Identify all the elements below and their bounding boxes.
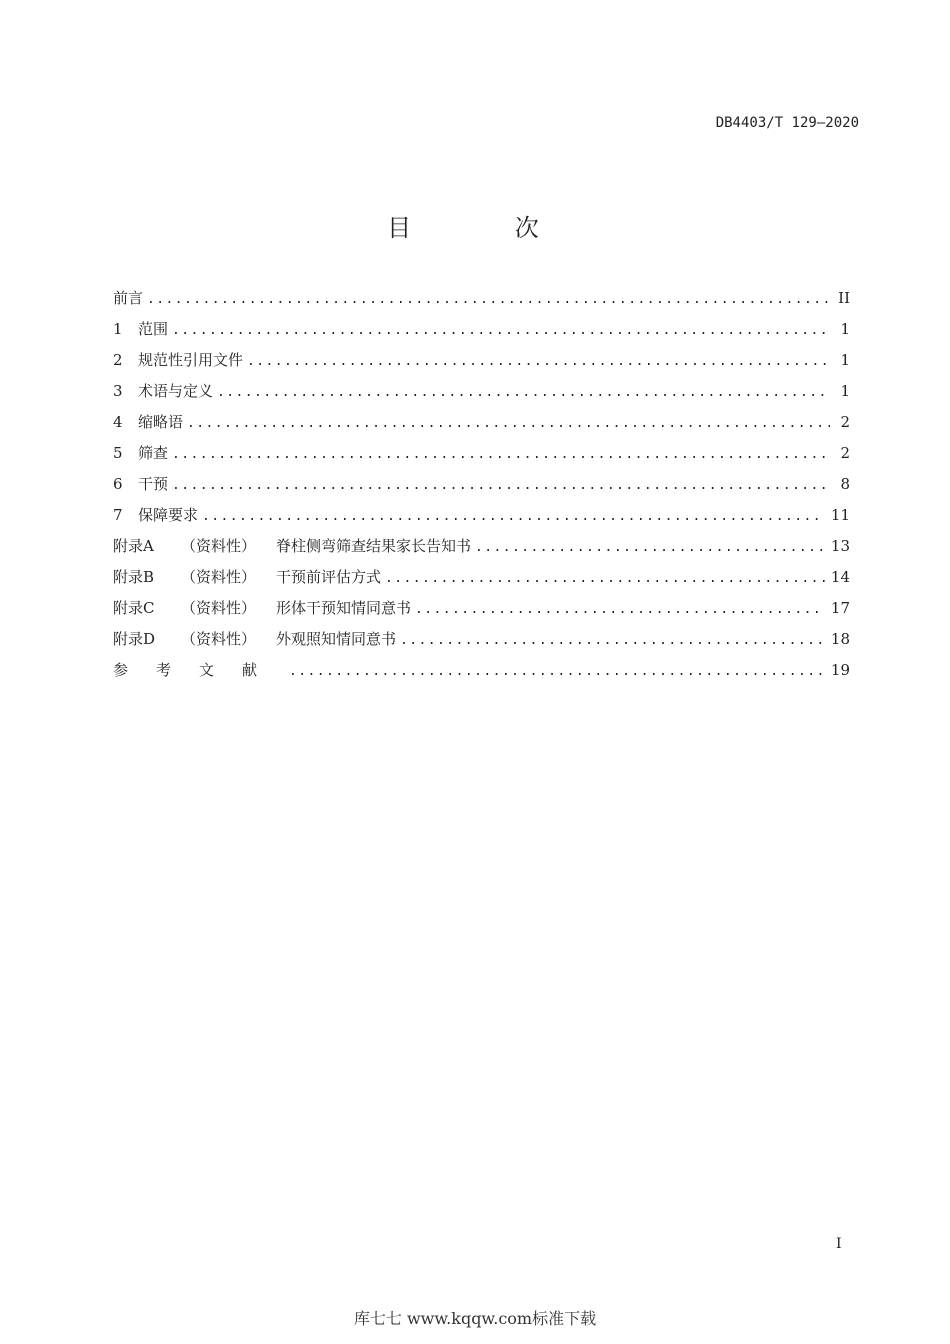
- leader-dots: [217, 385, 830, 400]
- appendix-label: 附录B: [113, 568, 155, 586]
- toc-entry[interactable]: [113, 442, 850, 473]
- toc-entry-page: 1: [840, 320, 850, 338]
- toc-entry[interactable]: [113, 411, 850, 442]
- leader-dots: [172, 447, 830, 462]
- toc-entry-number: 6: [113, 475, 123, 493]
- leader-dots: [289, 664, 825, 679]
- leader-dots: [147, 292, 830, 307]
- toc-entry[interactable]: [113, 473, 850, 504]
- toc-entry-page: 18: [830, 630, 850, 648]
- toc-entry-number: 3: [113, 382, 123, 400]
- footer-watermark: 库七七 www.kqqw.com标准下载: [353, 1309, 597, 1328]
- toc-entry-number: 1: [113, 320, 123, 338]
- leader-dots: [247, 354, 830, 369]
- appendix-kind: （资料性）: [181, 599, 257, 617]
- toc-entry-title: 范围: [138, 320, 169, 338]
- appendix-title: 干预前评估方式: [276, 568, 382, 586]
- toc-entry-page: 1: [840, 382, 850, 400]
- toc-entry-number: 5: [113, 444, 123, 462]
- toc-entry-page: 2: [840, 413, 850, 431]
- toc-appendix-a[interactable]: [113, 535, 850, 566]
- leader-dots: [385, 571, 825, 586]
- toc-entry-page: II: [838, 289, 850, 307]
- toc-entry-number: 7: [113, 506, 123, 524]
- toc-entry-number: 2: [113, 351, 123, 369]
- references-title: 参考文献: [113, 661, 286, 679]
- toc-entry[interactable]: [113, 318, 850, 349]
- toc-entry-page: 2: [840, 444, 850, 462]
- toc-entry-number: 4: [113, 413, 123, 431]
- toc-entry-title: 筛查: [138, 444, 169, 462]
- toc-entry-page: 8: [840, 475, 850, 493]
- appendix-label: 附录A: [113, 537, 154, 555]
- toc-appendix-b[interactable]: [113, 566, 850, 597]
- toc-entry[interactable]: [113, 349, 850, 380]
- toc-entry[interactable]: [113, 380, 850, 411]
- appendix-label: 附录C: [113, 599, 155, 617]
- toc-appendix-d[interactable]: [113, 628, 850, 659]
- toc-entry-page: 11: [830, 506, 850, 524]
- toc-entry-page: 19: [830, 661, 850, 679]
- leader-dots: [202, 509, 825, 524]
- table-of-contents: [113, 287, 850, 690]
- toc-entry-title: 干预: [138, 475, 169, 493]
- appendix-kind: （资料性）: [181, 568, 257, 586]
- appendix-label: 附录D: [113, 630, 156, 648]
- leader-dots: [415, 602, 825, 617]
- appendix-kind: （资料性）: [181, 537, 257, 555]
- toc-entry-page: 14: [830, 568, 850, 586]
- toc-entry-title: 前言: [113, 289, 144, 307]
- appendix-title: 外观照知情同意书: [276, 630, 397, 648]
- toc-appendix-c[interactable]: [113, 597, 850, 628]
- toc-entry-title: 术语与定义: [138, 382, 214, 400]
- toc-entry-preface[interactable]: [113, 287, 850, 318]
- toc-entry-page: 1: [840, 351, 850, 369]
- toc-entry-page: 17: [830, 599, 850, 617]
- toc-entry-title: 保障要求: [138, 506, 199, 524]
- leader-dots: [187, 416, 830, 431]
- leader-dots: [172, 323, 830, 338]
- toc-entry[interactable]: [113, 504, 850, 535]
- appendix-title: 形体干预知情同意书: [276, 599, 412, 617]
- appendix-title: 脊柱侧弯筛查结果家长告知书: [276, 537, 472, 555]
- standard-number: DB4403/T 129—2020: [715, 115, 859, 131]
- toc-entry-title: 规范性引用文件: [138, 351, 244, 369]
- leader-dots: [172, 478, 830, 493]
- leader-dots: [475, 540, 825, 555]
- page-title: 目 次: [387, 214, 587, 242]
- page-number: I: [836, 1236, 842, 1252]
- appendix-kind: （资料性）: [181, 630, 257, 648]
- leader-dots: [400, 633, 825, 648]
- toc-entry-page: 13: [830, 537, 850, 555]
- toc-entry-title: 缩略语: [138, 413, 184, 431]
- toc-references[interactable]: [113, 659, 850, 690]
